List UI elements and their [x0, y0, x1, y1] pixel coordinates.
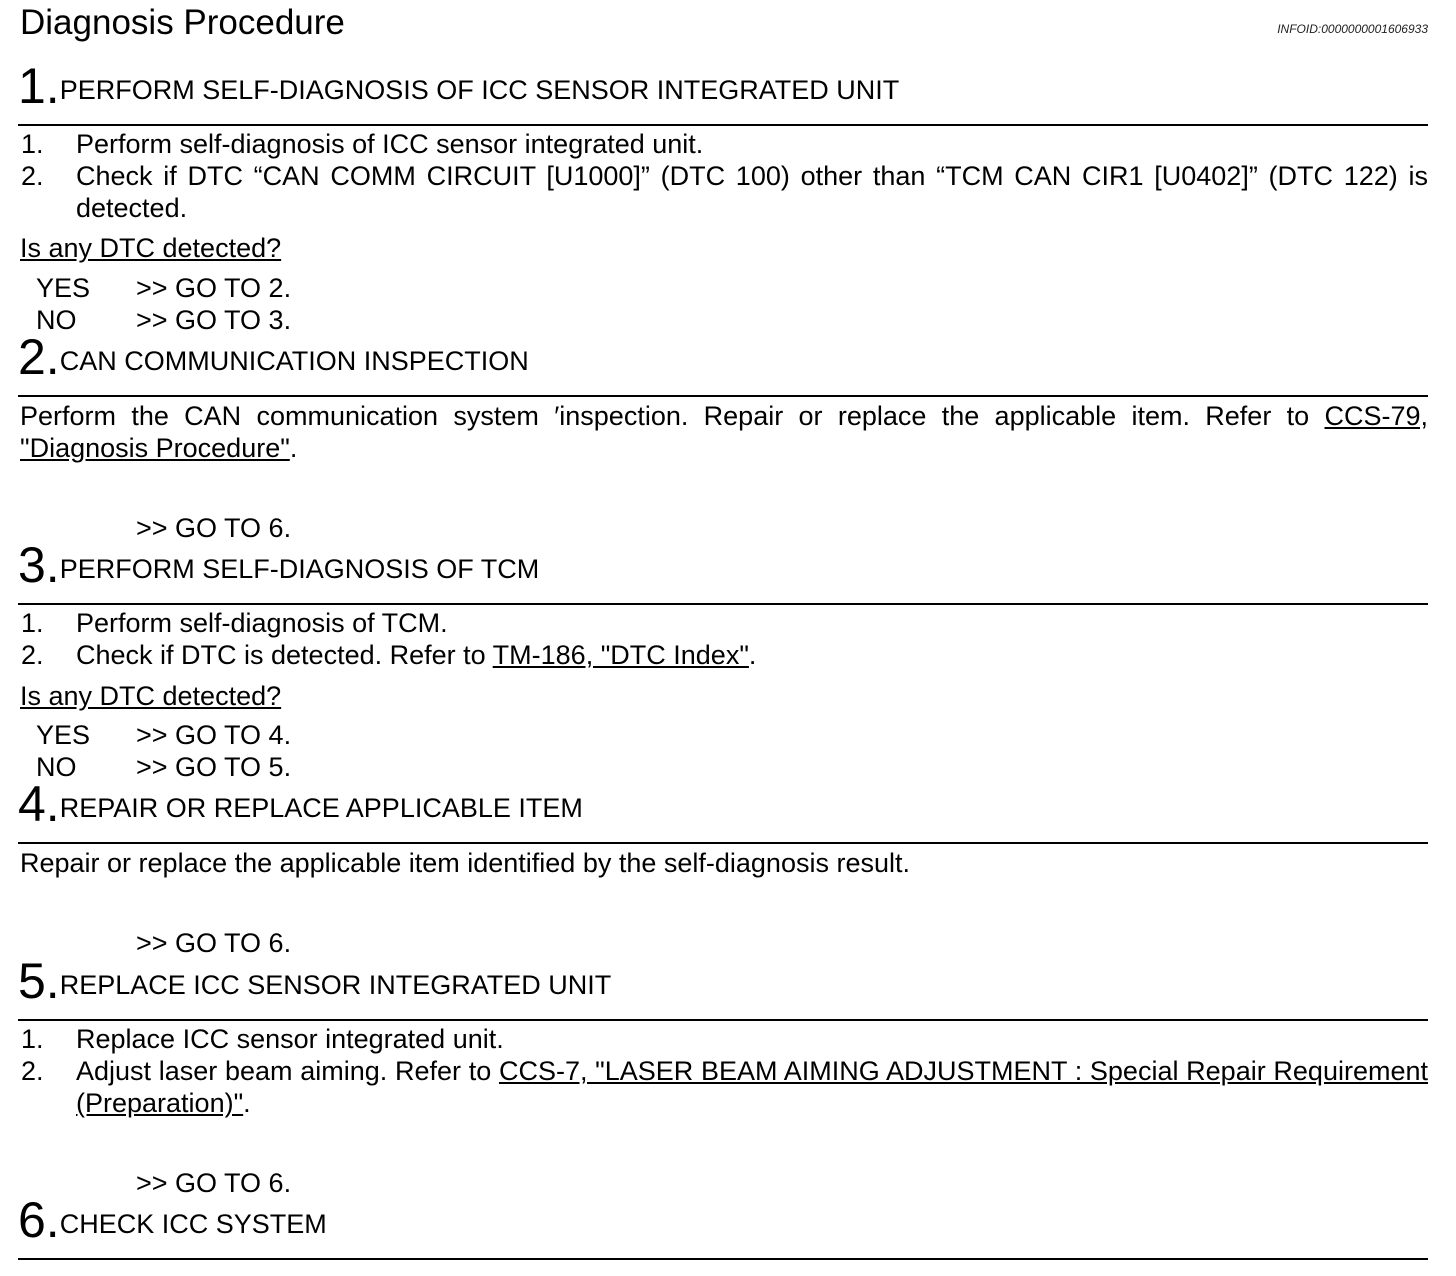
answer-label: NO: [36, 305, 77, 335]
list-item: [76, 639, 756, 671]
goto-action: >> GO TO 3.: [136, 305, 292, 335]
list-item: Perform self-diagnosis of ICC sensor integrated unit.: [76, 129, 704, 159]
goto-action: >> GO TO 5.: [136, 752, 292, 782]
step-3-heading: [18, 539, 539, 591]
goto-action: >> GO TO 6.: [136, 513, 292, 543]
step-2-heading: [18, 331, 529, 383]
step-paragraph: [20, 400, 1428, 464]
list-item: Replace ICC sensor integrated unit.: [76, 1024, 504, 1054]
step-paragraph: Repair or replace the applicable item identified by the self-diagnosis result.: [20, 848, 910, 878]
answer-label: YES: [36, 720, 91, 750]
list-item-number: 1.: [21, 129, 44, 159]
list-item-number: 1.: [21, 1024, 44, 1054]
step-6-heading: [18, 1194, 327, 1246]
list-item-number: 1.: [21, 608, 44, 638]
list-item: [76, 1055, 1428, 1119]
goto-action: >> GO TO 6.: [136, 1168, 292, 1198]
step-divider: [18, 395, 1428, 397]
goto-action: >> GO TO 6.: [136, 928, 292, 958]
step-number: 6.: [18, 1192, 60, 1248]
list-item: Perform self-diagnosis of TCM.: [76, 608, 448, 638]
step-divider: [18, 1258, 1428, 1260]
goto-action: >> GO TO 4.: [136, 720, 292, 750]
goto-action: >> GO TO 2.: [136, 273, 292, 303]
step-number: 5.: [18, 953, 60, 1009]
step-number: 4.: [18, 776, 60, 832]
step-number: 1.: [18, 58, 60, 114]
step-1-heading: [18, 60, 899, 112]
reference-link[interactable]: CCS-79, "Diagnosis Procedure": [20, 401, 1428, 463]
step-divider: [18, 603, 1428, 605]
list-item-number: 2.: [21, 1056, 44, 1086]
reference-link[interactable]: TM-186, "DTC Index": [492, 640, 749, 670]
step-title: CHECK ICC SYSTEM: [59, 1209, 327, 1239]
list-item-number: 2.: [21, 640, 44, 670]
step-divider: [18, 124, 1428, 126]
decision-question: Is any DTC detected?: [20, 681, 282, 711]
answer-label: YES: [36, 273, 91, 303]
step-divider: [18, 842, 1428, 844]
item-text: .: [243, 1088, 251, 1118]
item-text: Adjust laser beam aiming. Refer to: [76, 1056, 492, 1086]
step-title: REPLACE ICC SENSOR INTEGRATED UNIT: [59, 970, 612, 1000]
info-id: INFOID:0000000001606933: [1277, 22, 1428, 36]
step-4-heading: [18, 778, 583, 830]
item-text: Check if DTC is detected. Refer to: [76, 640, 486, 670]
item-text: .: [748, 640, 757, 670]
paragraph-text: Perform the CAN communication system ′inspection. Repair or replace the applicable item. Refer to: [20, 401, 1310, 431]
list-item-number: 2.: [21, 161, 44, 191]
page-title: Diagnosis Procedure: [20, 3, 345, 42]
step-title: PERFORM SELF-DIAGNOSIS OF ICC SENSOR INTEGRATED UNIT: [59, 75, 900, 105]
step-number: 3.: [18, 537, 60, 593]
answer-label: NO: [36, 752, 77, 782]
step-title: PERFORM SELF-DIAGNOSIS OF TCM: [59, 554, 540, 584]
step-5-heading: [18, 955, 611, 1007]
paragraph-text: .: [289, 433, 298, 463]
step-divider: [18, 1019, 1428, 1021]
reference-link[interactable]: CCS-7, "LASER BEAM AIMING ADJUSTMENT : Special Repair Requirement (Preparation)": [76, 1056, 1428, 1118]
step-title: REPAIR OR REPLACE APPLICABLE ITEM: [59, 793, 583, 823]
step-title: CAN COMMUNICATION INSPECTION: [59, 346, 529, 376]
decision-question: Is any DTC detected?: [20, 233, 282, 263]
list-item: Check if DTC “CAN COMM CIRCUIT [U1000]” (DTC 100) other than “TCM CAN CIR1 [U0402]” (DTC 122) is detected.: [76, 161, 1428, 223]
step-number: 2.: [18, 329, 60, 385]
